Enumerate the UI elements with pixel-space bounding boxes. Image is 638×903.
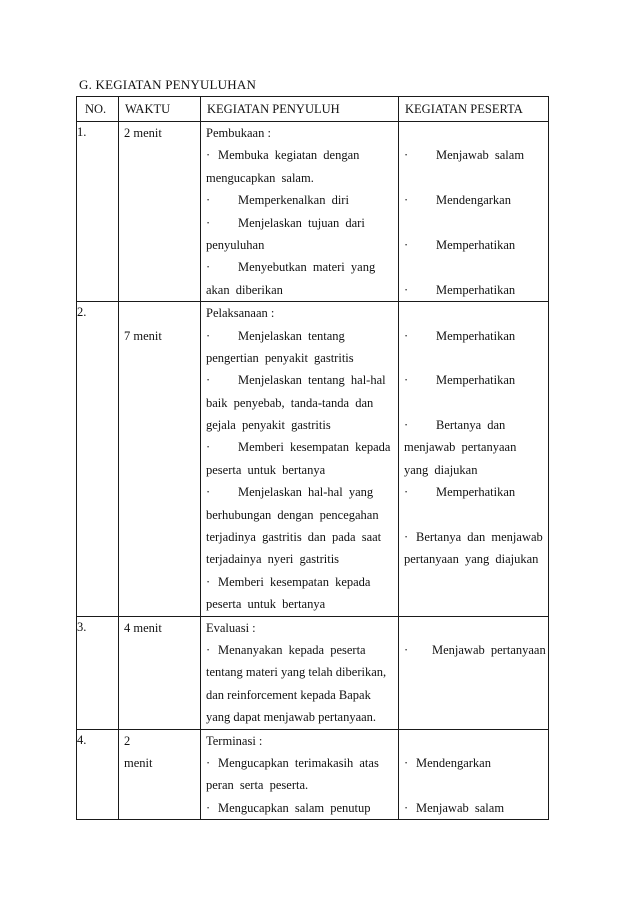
row-waktu <box>119 122 201 302</box>
peserta-line: Menjawab salam <box>436 148 525 163</box>
peserta-line: Memperhatikan <box>436 282 516 297</box>
penyuluh-line: berhubungan dengan pencegahan <box>206 507 379 522</box>
row-peserta: · Menjawab salam · Mendengarkan · Memperhatikan · Memperhatikan <box>399 122 549 302</box>
peserta-line: Memperhatikan <box>436 485 516 500</box>
penyuluh-line: Menanyakan kepada peserta <box>218 642 366 657</box>
penyuluh-line: gejala penyakit gastritis <box>206 418 331 433</box>
phase-label: Pelaksanaan : <box>206 306 275 321</box>
row-number: 4. <box>77 729 119 820</box>
header-waktu: WAKTU <box>119 97 201 122</box>
header-no: NO. <box>77 97 119 122</box>
peserta-line: Menjawab salam <box>416 800 505 815</box>
penyuluh-line: Memperkenalkan diri <box>238 193 349 208</box>
penyuluh-line: Mengucapkan terimakasih atas <box>218 755 379 770</box>
peserta-line: Bertanya dan menjawab <box>416 530 543 545</box>
penyuluh-line: Menjelaskan hal-hal yang <box>238 485 374 500</box>
peserta-line: menjawab pertanyaan <box>404 440 517 455</box>
row-number: 1. <box>77 122 119 302</box>
row-penyuluh: Pelaksanaan : · Menjelaskan tentang pengertian penyakit gastritis · Menjelaskan tentang hal-hal baik penyebab, tanda-tanda dan gejala penyakit gastritis · Memberi kesempatan kepada peserta untuk bertanya · Menjelaskan hal-hal yang berhubungan dengan pencegahan terjadinya gastritis dan pada saat terjadainya nyeri gastritis · Memberi kesempatan kepada peserta untuk bertanya <box>201 302 399 616</box>
penyuluh-line: terjadinya gastritis dan pada saat <box>206 530 382 545</box>
waktu-value: 4 menit <box>124 620 162 635</box>
penyuluh-line: terjadainya nyeri gastritis <box>206 552 340 567</box>
table-row <box>77 122 549 302</box>
penyuluh-line: Menjelaskan tujuan dari <box>238 215 365 230</box>
penyuluh-line: Memberi kesempatan kepada <box>218 574 371 589</box>
penyuluh-line: Menjelaskan tentang hal-hal <box>238 373 386 388</box>
peserta-line: Mendengarkan <box>436 193 511 208</box>
peserta-line: Menjawab pertanyaan <box>432 642 546 657</box>
section-heading: G. KEGIATAN PENYULUHAN <box>79 77 257 92</box>
penyuluh-line: Memberi kesempatan kepada <box>238 440 391 455</box>
peserta-line: pertanyaan yang diajukan <box>404 552 539 567</box>
row-peserta: · Memperhatikan · Memperhatikan · Bertanya dan menjawab pertanyaan yang diajukan · Memperhatikan · Bertanya dan menjawab pertanyaan yang diajukan <box>399 302 549 616</box>
table-row <box>77 729 549 820</box>
penyuluh-line: Mengucapkan salam penutup <box>218 800 371 815</box>
row-waktu <box>119 616 201 729</box>
row-penyuluh: Evaluasi : · Menanyakan kepada peserta tentang materi yang telah diberikan, dan reinforcement kepada Bapak yang dapat menjawab pertanyaan. <box>201 616 399 729</box>
penyuluh-line: baik penyebab, tanda-tanda dan <box>206 395 374 410</box>
table-row <box>77 616 549 729</box>
table-header-row <box>77 97 549 122</box>
phase-label: Pembukaan : <box>206 126 271 140</box>
phase-label: Terminasi : <box>206 733 263 748</box>
peserta-line: yang diajukan <box>404 462 478 477</box>
peserta-line: Memperhatikan <box>436 373 516 388</box>
peserta-line: Bertanya dan <box>436 418 506 433</box>
penyuluh-line: peran serta peserta. <box>206 778 309 793</box>
penyuluh-line: dan reinforcement kepada Bapak <box>206 687 371 702</box>
penyuluh-line: Menjelaskan tentang <box>238 328 345 343</box>
row-peserta: · Menjawab pertanyaan <box>399 616 549 729</box>
peserta-line: Memperhatikan <box>436 237 516 252</box>
row-number: 3. <box>77 616 119 729</box>
row-waktu <box>119 302 201 616</box>
row-penyuluh: Terminasi : · Mengucapkan terimakasih atas peran serta peserta. · Mengucapkan salam penutup <box>201 729 399 820</box>
penyuluh-line: Membuka kegiatan dengan <box>218 148 360 163</box>
row-waktu <box>119 729 201 820</box>
waktu-value: 2 <box>124 733 131 748</box>
kegiatan-table <box>76 96 549 820</box>
row-number: 2. <box>77 302 119 616</box>
waktu-value: 2 menit <box>124 126 162 140</box>
peserta-line: Mendengarkan <box>416 755 491 770</box>
penyuluh-line: pengertian penyakit gastritis <box>206 350 354 365</box>
waktu-value: 7 menit <box>124 328 162 343</box>
peserta-line: Memperhatikan <box>436 328 516 343</box>
header-kegiatan-penyuluh: KEGIATAN PENYULUH <box>201 97 399 122</box>
penyuluh-line: mengucapkan salam. <box>206 170 314 185</box>
penyuluh-line: peserta untuk bertanya <box>206 462 326 477</box>
penyuluh-line: Menyebutkan materi yang <box>238 260 376 275</box>
row-peserta: · Mendengarkan · Menjawab salam <box>399 729 549 820</box>
penyuluh-line: yang dapat menjawab pertanyaan. <box>206 710 377 725</box>
penyuluh-line: penyuluhan <box>206 237 265 252</box>
header-kegiatan-peserta: KEGIATAN PESERTA <box>399 97 549 122</box>
table-row <box>77 302 549 616</box>
row-penyuluh: Pembukaan : · Membuka kegiatan dengan mengucapkan salam. · Memperkenalkan diri · Menjelaskan tujuan dari penyuluhan · Menyebutkan materi yang akan diberikan <box>201 122 399 302</box>
waktu-unit: menit <box>124 755 153 770</box>
penyuluh-line: akan diberikan <box>206 282 283 297</box>
penyuluh-line: tentang materi yang telah diberikan, <box>206 665 387 680</box>
penyuluh-line: peserta untuk bertanya <box>206 597 326 612</box>
phase-label: Evaluasi : <box>206 620 256 635</box>
